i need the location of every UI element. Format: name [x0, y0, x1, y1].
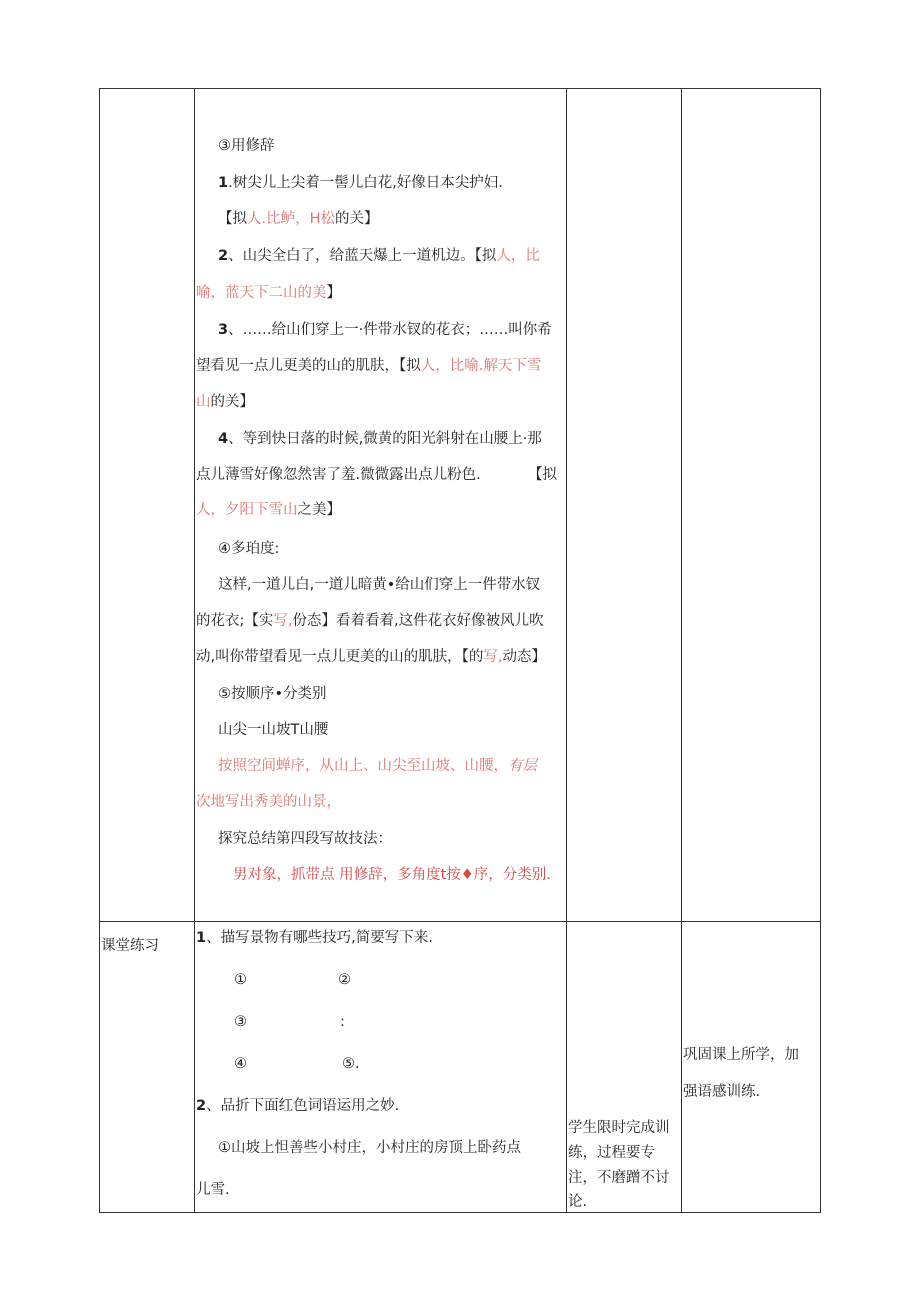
blank-5: ⑤. [342, 1056, 360, 1072]
blank-2: ② [338, 972, 351, 988]
item-2-red-1: 人，比 [496, 248, 540, 264]
column-border-4 [681, 88, 682, 1213]
heading-rhetoric: ③用修辞 [218, 138, 275, 154]
multi-angle-line3-red: 写, [483, 649, 503, 665]
design-intent-line2: 强语感训练. [683, 1084, 761, 1100]
order-sequence: 山尖一山坡T山腰 [218, 722, 329, 738]
question-1-text: 、描写景物有哪些技巧,简要写下来. [206, 930, 433, 946]
blank-4: ④ [234, 1056, 247, 1072]
multi-angle-line2-b: 份态】看着看着,这件花衣好像被风儿吹 [292, 613, 544, 629]
item-1-tag-open: 【拟 [218, 211, 247, 227]
item-3-red-2: 山 [196, 394, 211, 410]
item-1-tag-red: 人.比鲈，H松 [247, 211, 336, 227]
summary-answer: 男对象，抓带点 用修辞，多角度t按♦序，分类别. [233, 867, 551, 883]
table-top-border [99, 88, 821, 89]
blank-3: ③ [234, 1014, 247, 1030]
item-2-text: 、山尖全白了，给蓝天爆上一道机边。【拟 [228, 248, 497, 264]
item-2-red-2: 喻，蓝天下二山的美 [196, 285, 327, 301]
question-2-sub-line2: 儿雪. [196, 1182, 230, 1198]
order-explain-text: 按照空间蝉序，从山上、山尖至山坡、山腰， [218, 758, 508, 774]
summary-prompt: 探究总结第四段写故技法： [218, 831, 392, 847]
item-2-close: 】 [326, 285, 341, 301]
column-border-2 [194, 88, 195, 1213]
multi-angle-line2 [196, 611, 544, 631]
multi-angle-line3-a: 动,叫你带望看见一点儿更美的山的肌肤，【的 [196, 649, 484, 665]
table-bottom-border [99, 1212, 821, 1213]
question-2 [196, 1096, 399, 1116]
column-border-3 [566, 88, 567, 1213]
item-3-text-2: 望看见一点儿更美的山的肌肤，【拟 [196, 358, 421, 374]
item-2-line1 [218, 246, 540, 266]
item-3-close: 的关】 [210, 394, 254, 410]
question-2-number: 2 [196, 1098, 207, 1114]
column-border-right [820, 88, 821, 1213]
row-divider [99, 921, 821, 922]
student-activity-line1: 学生限时完成训 [568, 1120, 670, 1136]
item-4-line3 [196, 500, 341, 520]
heading-order: ⑤按顺序•分类别 [218, 686, 327, 702]
item-3-number: 3 [218, 322, 229, 338]
multi-angle-line1: 这样,一道儿白,一道儿暗黄•给山们穿上一件带水钗 [218, 577, 541, 593]
item-3-text: 、……给山们穿上一·件带水钗的花衣；……叫你希 [228, 322, 552, 338]
multi-angle-line2-red: 写, [273, 613, 293, 629]
order-explain-end: 有层 [508, 758, 537, 774]
order-explain-line1 [218, 756, 537, 776]
row-label-classroom-practice: 课堂练习 [101, 938, 159, 954]
blank-3-colon: : [340, 1014, 345, 1030]
item-4-line2: 点儿薄雪好像忽然害了羞.微微露出点儿粉色. [196, 467, 481, 483]
item-4-number: 4 [218, 431, 229, 447]
item-1-text: .树尖儿上尖着一髻儿白花,好像日本尖护妇. [228, 175, 503, 191]
student-activity-line2: 练，过程要专 [568, 1145, 655, 1161]
multi-angle-line3 [196, 647, 546, 667]
question-1-number: 1 [196, 930, 207, 946]
item-1-tag-close: 的关】 [335, 211, 379, 227]
item-4-red: 人，夕阳下雪山 [196, 502, 298, 518]
heading-multi-angle: ④多珀度: [218, 541, 280, 557]
question-2-sub-line1: ①山坡上怛善些小村庄，小村庄的房顶上卧药点 [218, 1140, 521, 1156]
order-explain-line2: 次地写出秀美的山景， [196, 794, 341, 810]
item-2-line2 [196, 283, 341, 303]
item-2-number: 2 [218, 248, 229, 264]
item-3-line2 [196, 356, 541, 376]
item-1-line1 [218, 173, 503, 193]
question-2-text: 、品折下面红色词语运用之妙. [206, 1098, 400, 1114]
item-4-close: 之美】 [297, 502, 341, 518]
item-4-line1 [218, 429, 542, 449]
item-1-number: 1 [218, 175, 229, 191]
item-4-line2-tag: 【拟 [528, 467, 557, 483]
student-activity-line4: 论. [568, 1194, 588, 1210]
question-1 [196, 928, 433, 948]
multi-angle-line3-b: 动态】 [502, 649, 546, 665]
item-1-tag [218, 209, 379, 229]
design-intent-line1: 巩固课上所学，加 [683, 1047, 799, 1063]
item-3-line1 [218, 320, 552, 340]
item-3-red-1: 人，比喻.解天下雪 [420, 358, 542, 374]
multi-angle-line2-a: 的花衣;【实 [196, 613, 274, 629]
column-border-left [99, 88, 100, 1213]
blank-1: ① [234, 972, 247, 988]
item-4-text: 、等到快日落的时候,微黄的阳光斜射在山腰上·那 [228, 431, 542, 447]
item-3-line3 [196, 392, 254, 412]
student-activity-line3: 注，不磨蹭不讨 [568, 1170, 670, 1186]
